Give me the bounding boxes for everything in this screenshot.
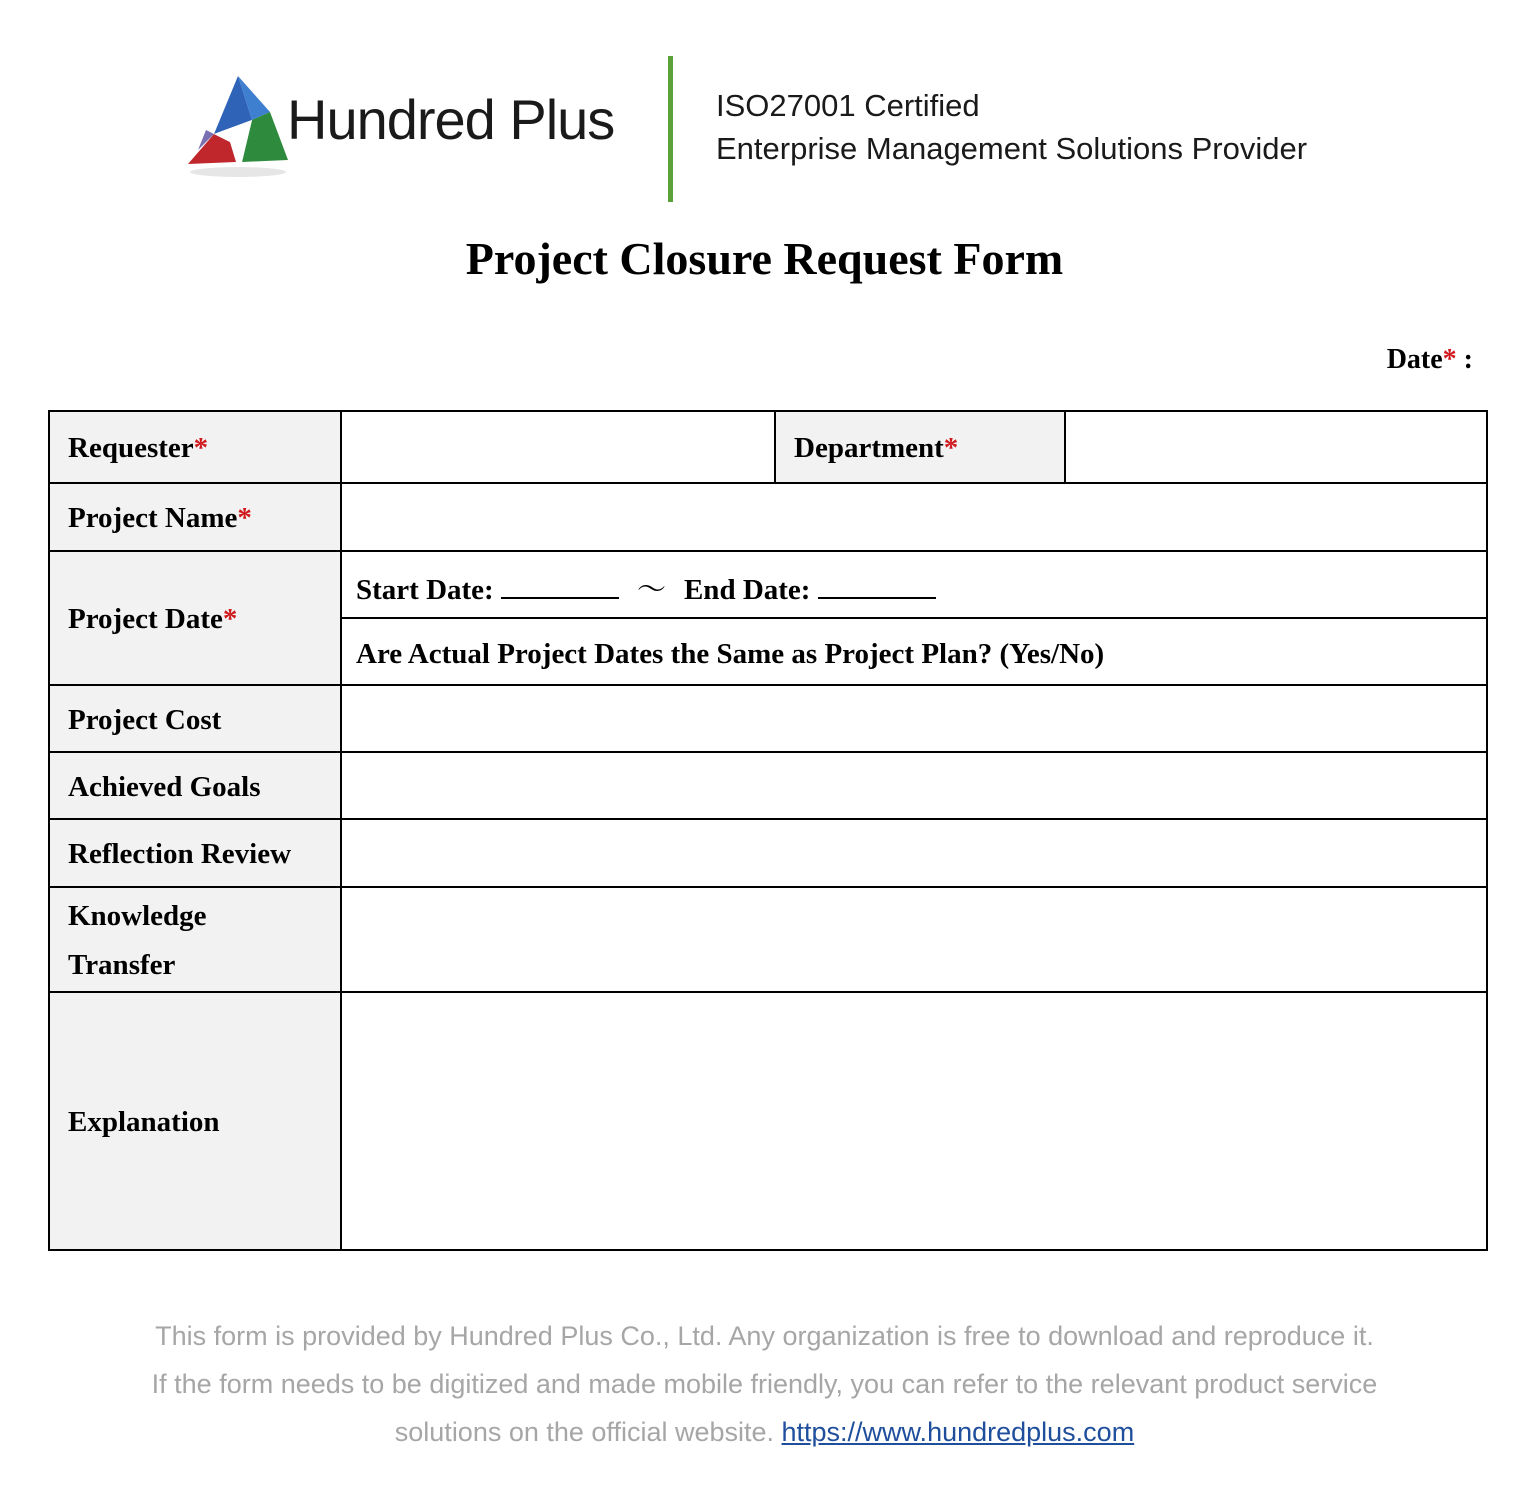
requester-row xyxy=(49,411,1487,483)
requester-input[interactable] xyxy=(341,411,775,483)
knowledge-transfer-row xyxy=(49,887,1487,992)
explanation-row xyxy=(49,992,1487,1250)
end-date-label: End Date: xyxy=(683,574,811,606)
project-name-row xyxy=(49,483,1487,551)
date-range-separator: ～ xyxy=(636,574,666,606)
end-date-blank[interactable] xyxy=(818,577,936,599)
project-cost-label-cell: Project Cost xyxy=(49,685,341,752)
start-date-label: Start Date: xyxy=(356,574,494,606)
date-field[interactable] xyxy=(1387,344,1473,376)
achieved-goals-row xyxy=(49,752,1487,819)
footer-line-3-text: solutions on the official website. xyxy=(394,1417,782,1447)
required-marker: * xyxy=(1442,344,1457,375)
project-name-input[interactable] xyxy=(341,483,1487,551)
certification-tagline: ISO27001 Certified xyxy=(716,88,980,123)
website-link[interactable]: https://www.hundredplus.com xyxy=(781,1417,1135,1447)
form-title: Project Closure Request Form xyxy=(465,233,1064,284)
brand-name: Hundred Plus xyxy=(287,88,615,151)
footer-line-1: This form is provided by Hundred Plus Co., Ltd. Any organization is free to download and reproduce it. xyxy=(155,1321,1374,1351)
project-cost-input[interactable] xyxy=(341,685,1487,752)
requester-label-cell: Requester* xyxy=(49,411,341,483)
project-name-label-cell: Project Name* xyxy=(49,483,341,551)
project-date-row xyxy=(49,551,1487,618)
knowledge-transfer-label-cell: Knowledge Transfer xyxy=(49,887,341,992)
reflection-review-input[interactable] xyxy=(341,819,1487,887)
start-date-blank[interactable] xyxy=(501,577,619,599)
hundred-plus-logo-icon xyxy=(186,72,290,182)
department-label-cell: Department* xyxy=(775,411,1065,483)
achieved-goals-input[interactable] xyxy=(341,752,1487,819)
achieved-goals-label-cell: Achieved Goals xyxy=(49,752,341,819)
project-cost-row xyxy=(49,685,1487,752)
footer-note xyxy=(0,1312,1529,1456)
project-date-range-cell[interactable] xyxy=(341,551,1487,618)
department-input[interactable] xyxy=(1065,411,1487,483)
provider-tagline: Enterprise Management Solutions Provider xyxy=(716,131,1308,166)
explanation-label-cell: Explanation xyxy=(49,992,341,1250)
reflection-review-row xyxy=(49,819,1487,887)
closure-form-table xyxy=(48,410,1488,1251)
reflection-review-label-cell: Reflection Review xyxy=(49,819,341,887)
knowledge-transfer-input[interactable] xyxy=(341,887,1487,992)
document-header xyxy=(0,0,1529,210)
same-as-plan-cell[interactable]: Are Actual Project Dates the Same as Project Plan? (Yes/No) xyxy=(341,618,1487,685)
date-suffix: : xyxy=(1456,344,1473,375)
explanation-input[interactable] xyxy=(341,992,1487,1250)
project-date-label-cell: Project Date* xyxy=(49,551,341,685)
date-label: Date xyxy=(1386,344,1443,375)
brand-divider xyxy=(668,56,673,202)
footer-line-2: If the form needs to be digitized and made mobile friendly, you can refer to the relevant product service xyxy=(151,1369,1378,1399)
footer-line-3 xyxy=(0,1408,1529,1456)
